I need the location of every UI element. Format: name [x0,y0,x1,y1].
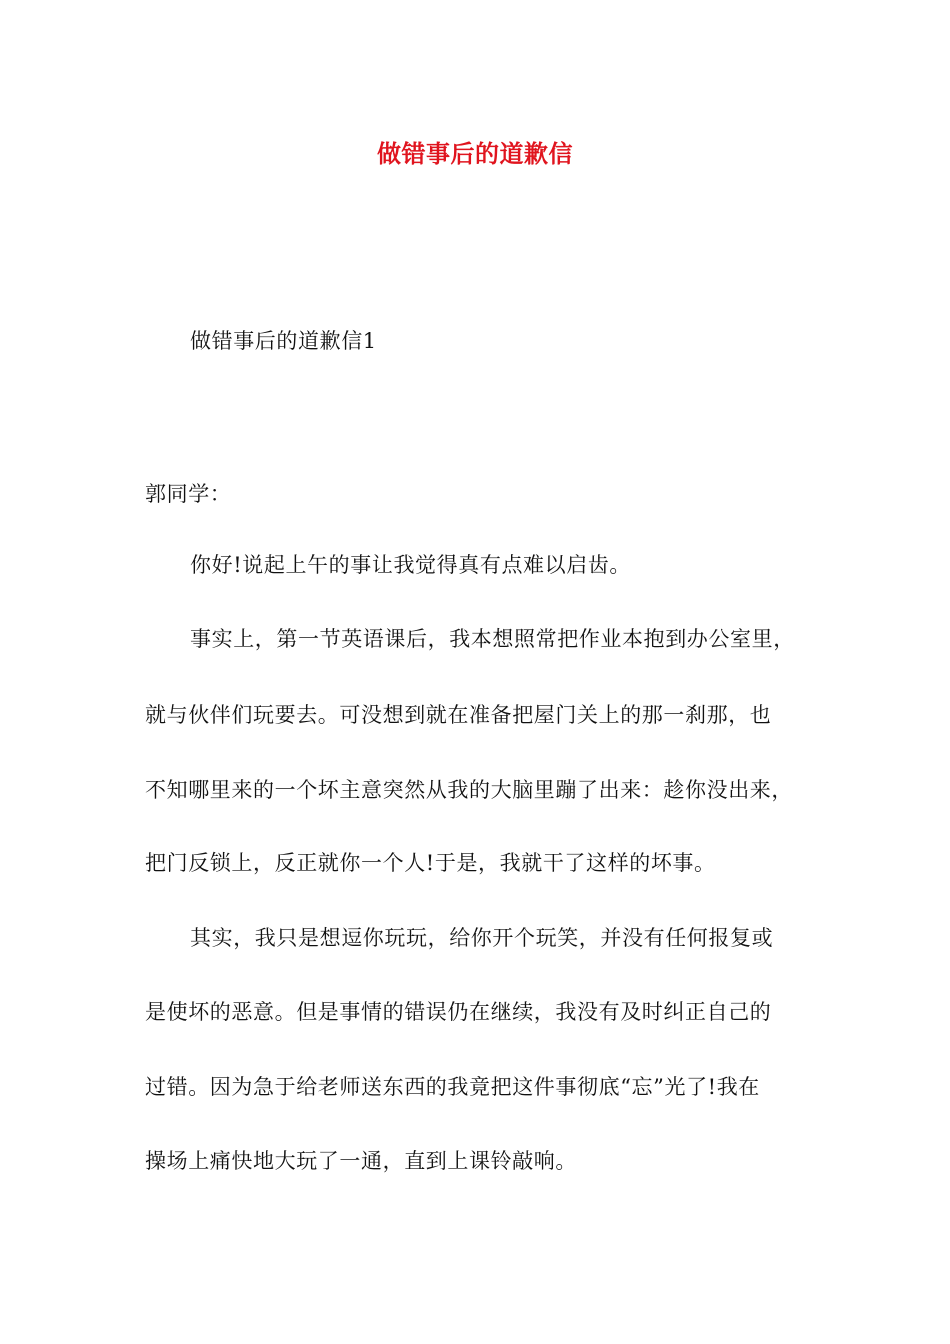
letter-salutation: 郭同学： [145,482,232,506]
paragraph-line: 把门反锁上，反正就你一个人!于是，我就干了这样的坏事。 [145,851,716,875]
paragraph-line: 不知哪里来的一个坏主意突然从我的大脑里蹦了出来：趁你没出来， [145,778,793,802]
paragraph-line: 是使坏的恶意。但是事情的错误仍在继续，我没有及时纠正自己的 [145,1000,772,1024]
paragraph-line: 操场上痛快地大玩了一通，直到上课铃敲响。 [145,1149,577,1173]
letter-heading: 做错事后的道歉信1 [190,329,377,353]
paragraph-line: 就与伙伴们玩要去。可没想到就在准备把屋门关上的那一刹那，也 [145,703,772,727]
paragraph-line: 过错。因为急于给老师送东西的我竟把这件事彻底“忘”光了!我在 [145,1075,760,1099]
paragraph-line: 其实，我只是想逗你玩玩，给你开个玩笑，并没有任何报复或 [190,926,774,950]
paragraph-line: 你好!说起上午的事让我觉得真有点难以启齿。 [190,553,632,577]
paragraph-line: 事实上，第一节英语课后，我本想照常把作业本抱到办公室里， [190,627,795,651]
document-title: 做错事后的道歉信 [377,139,573,168]
